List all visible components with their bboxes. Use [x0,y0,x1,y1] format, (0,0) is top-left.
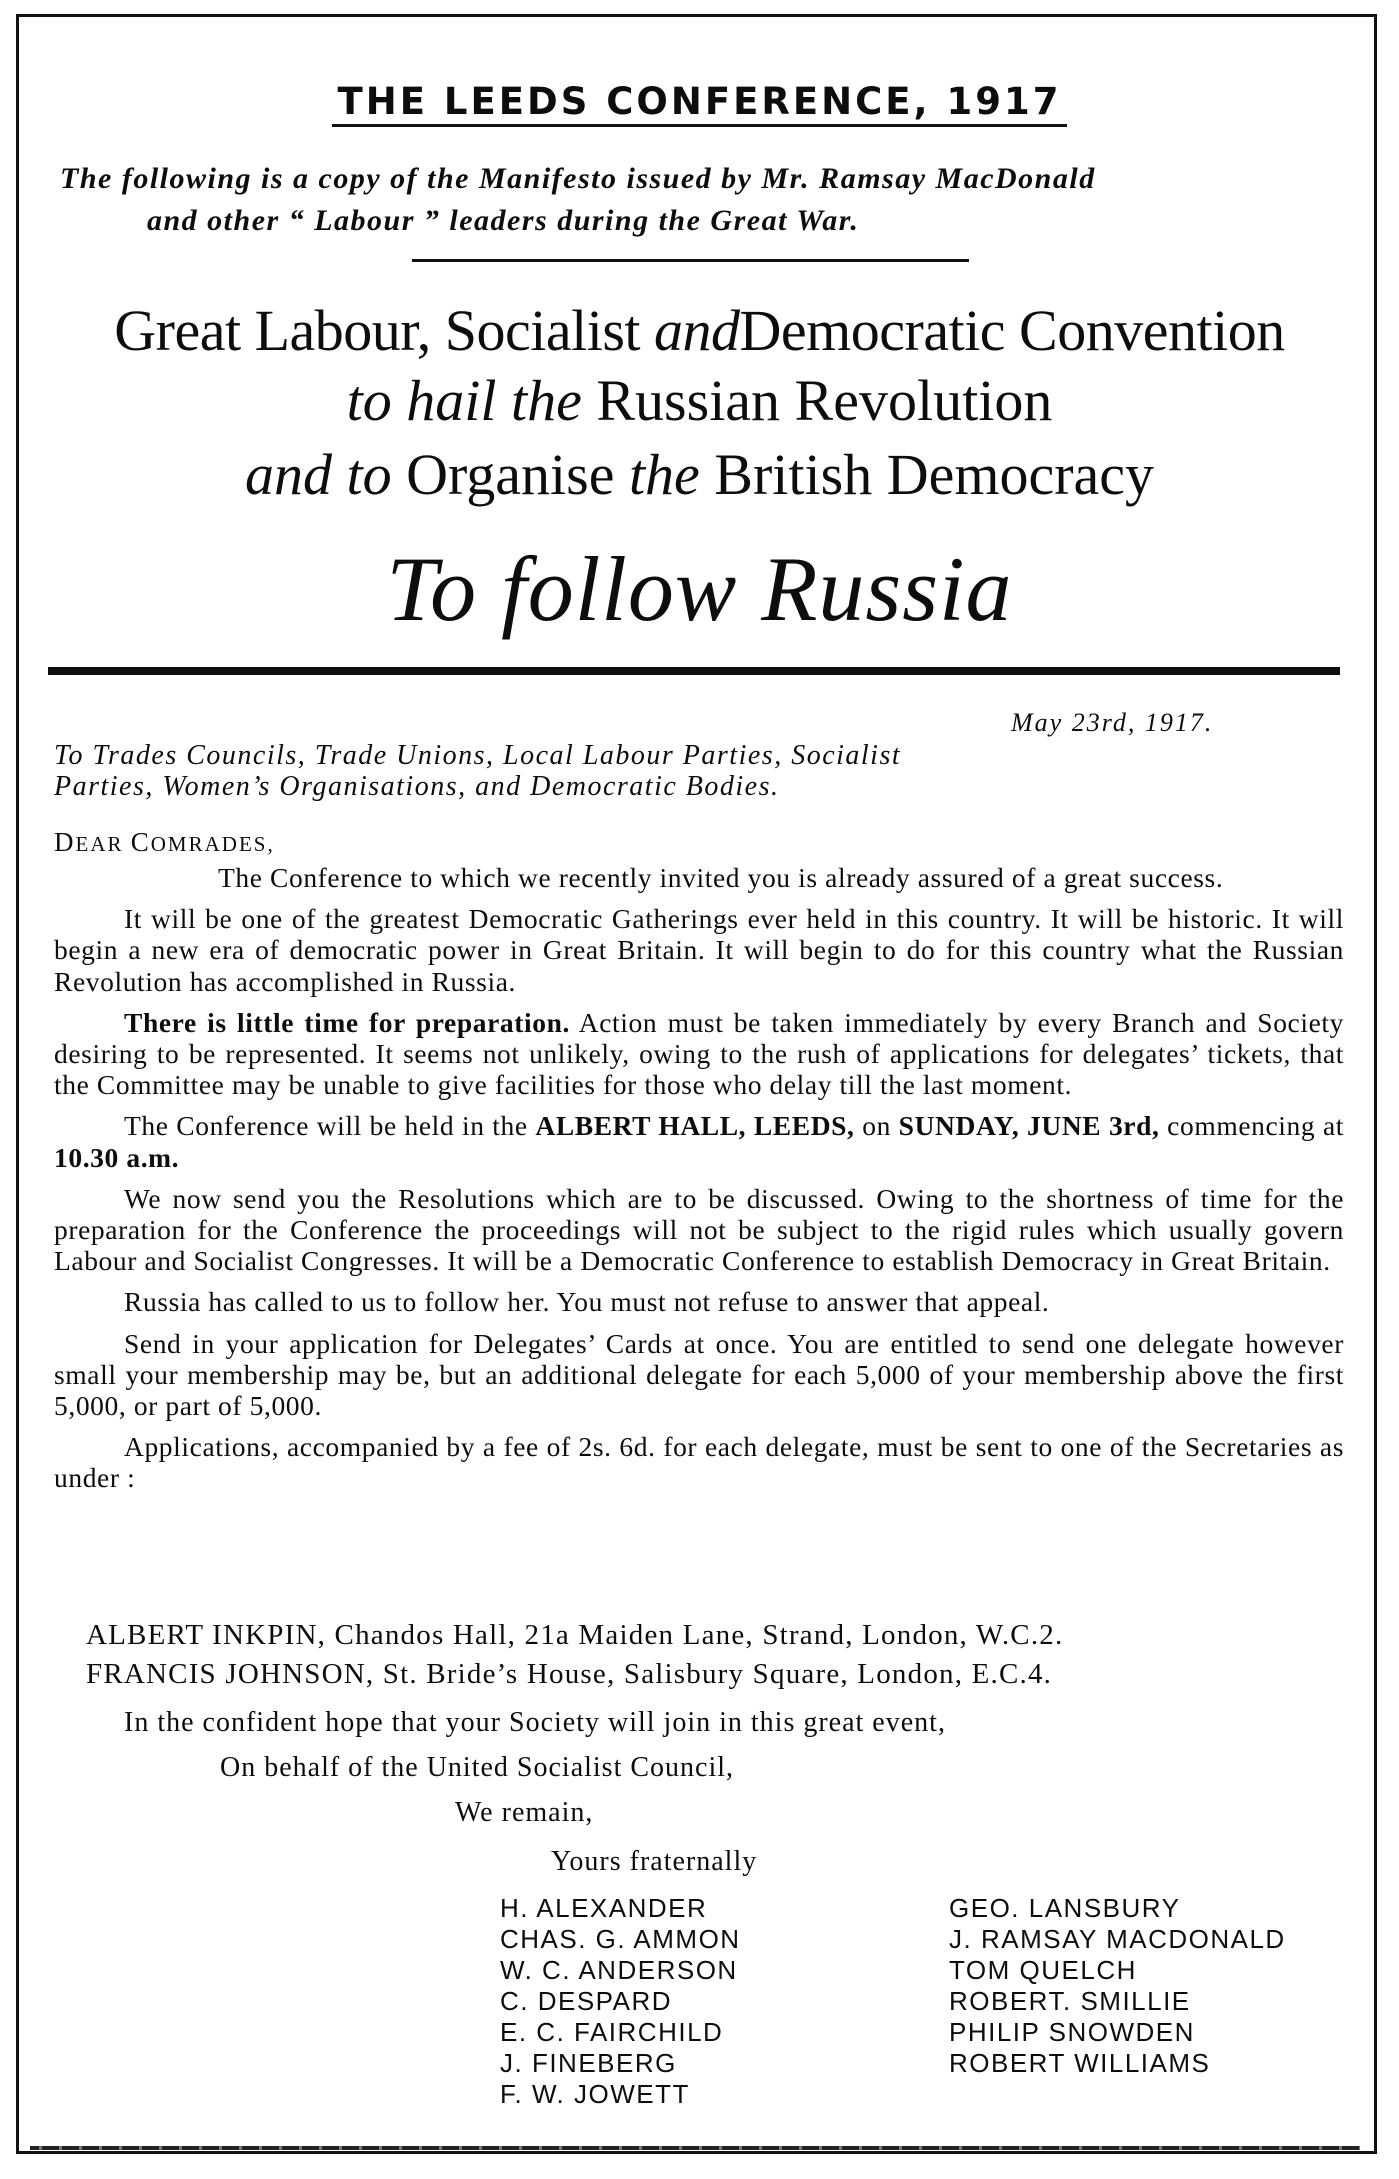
paragraph: The Conference to which we recently invited you is already assured of a great success. [218,862,1224,893]
signatory-name: J. FINEBERG [500,2048,677,2078]
closing-line: On behalf of the United Socialist Council, [220,1752,735,1783]
signatory-name: PHILIP SNOWDEN [949,2017,1195,2047]
paragraph: We now send you the Resolutions which are to be discussed. Owing to the shortness of time for the preparation for the Conference the proceedings will not be subject to the rigid rules which usually govern Labour and Socialist Congresses. It will be a Democratic Conference to establish Democracy in Great Britain. [54,1182,1344,1277]
banner-text: Russian Revolution [581,368,1053,433]
closing-line: In the confident hope that your Society will join in this great event, [124,1707,946,1738]
banner-line-2 [0,366,1399,436]
signatory-name: CHAS. G. AMMON [500,1924,741,1954]
salutation [54,827,275,858]
salutation-rest: OMRADES, [150,832,275,856]
divider-thick [48,667,1340,675]
intro-note [60,158,1350,242]
paragraph-text: The Conference will be held in the [124,1110,536,1142]
signatory-name: C. DESPARD [500,1986,672,2016]
secretaries-list [86,1616,1063,1694]
signatory-name: J. RAMSAY MACDONALD [949,1924,1286,1954]
paragraph: Send in your application for Delegates’ Cards at once. You are entitled to send one delegate however small your membership may be, but an additional delegate for each 5,000 of your membership above the first 5,000, or part of 5,000. [54,1327,1344,1422]
signatories-left [500,1893,741,2110]
banner-text: British Democracy [699,442,1154,507]
paragraph: It will be one of the greatest Democratic Gatherings ever held in this country. It will be historic. It will begin a new era of democratic power in Great Britain. It will begin to do for this country what the Russian Revolution has accomplished in Russia. [54,903,1344,997]
banner-italic: the [628,442,700,507]
closing-line: Yours fraternally [551,1846,758,1877]
signatories-right [949,1893,1286,2079]
letter-date: May 23rd, 1917. [1011,708,1214,737]
paragraph-bold-lead: There is little time for preparation. [124,1006,570,1038]
signatory-name: ROBERT WILLIAMS [949,2048,1211,2078]
closing-line: We remain, [455,1797,594,1828]
intro-line-2: and other “ Labour ” leaders during the Great War. [147,204,860,237]
paragraph [54,1110,1344,1172]
addressee-line-1: To Trades Councils, Trade Unions, Local Labour Parties, Socialist [54,740,902,771]
paragraph-text: on [854,1110,899,1142]
banner-italic: and [654,298,740,363]
event-date: SUNDAY, JUNE 3rd, [898,1110,1160,1142]
secretary-address: ALBERT INKPIN, Chandos Hall, 21a Maiden Lane, Strand, London, W.C.2. [86,1619,1064,1651]
letter-body [54,862,1344,1504]
intro-line-1: The following is a copy of the Manifesto issued by Mr. Ramsay MacDonald [60,162,1096,195]
document-heading [0,80,1399,123]
paragraph [54,1007,1344,1101]
banner-text: Organise [391,442,629,507]
event-time: 10.30 a.m. [54,1141,180,1173]
banner-text: Democratic Convention [739,298,1285,363]
banner-italic: to hail the [346,368,582,433]
addressee-line-2: Parties, Women’s Organisations, and Democratic Bodies. [54,771,780,802]
heading-text: THE LEEDS CONFERENCE, 1917 [332,80,1068,127]
signatory-name: GEO. LANSBURY [949,1893,1181,1923]
banner-slogan: To follow Russia [386,538,1013,640]
banner-italic: and to [244,442,392,507]
salutation-rest: EAR [75,832,131,856]
banner-line-1 [0,296,1399,366]
signatory-name: E. C. FAIRCHILD [500,2017,724,2047]
signatory-name: H. ALEXANDER [500,1893,708,1923]
secretary-address: FRANCIS JOHNSON, St. Bride’s House, Salisbury Square, London, E.C.4. [86,1658,1053,1690]
paragraph: Applications, accompanied by a fee of 2s. 6d. for each delegate, must be sent to one of the Secretaries as under : [54,1431,1344,1494]
paragraph: Russia has called to us to follow her. You must not refuse to answer that appeal. [124,1286,1050,1318]
paragraph-text: Action must be taken immediately by every Branch and Society desiring to be represented. It seems not unlikely, owing to the rush of applications for delegates’ tickets, that the Committee may be unable to give facilities for those who delay till the last moment. [54,1006,1344,1101]
bottom-border-rule [30,2146,1360,2150]
salutation-initial: D [54,827,76,857]
banner-line-3 [0,440,1399,510]
signatory-name: TOM QUELCH [949,1955,1137,1985]
paragraph-text: commencing at [1159,1110,1344,1142]
signatory-name: F. W. JOWETT [500,2079,690,2109]
signatory-name: W. C. ANDERSON [500,1955,738,1985]
banner-text: Great Labour, Socialist [114,298,655,363]
venue: ALBERT HALL, LEEDS, [535,1110,855,1142]
signatory-name: ROBERT. SMILLIE [949,1986,1191,2016]
letter-addressees [54,740,1334,802]
divider-short [412,259,969,262]
salutation-initial: C [130,827,151,857]
